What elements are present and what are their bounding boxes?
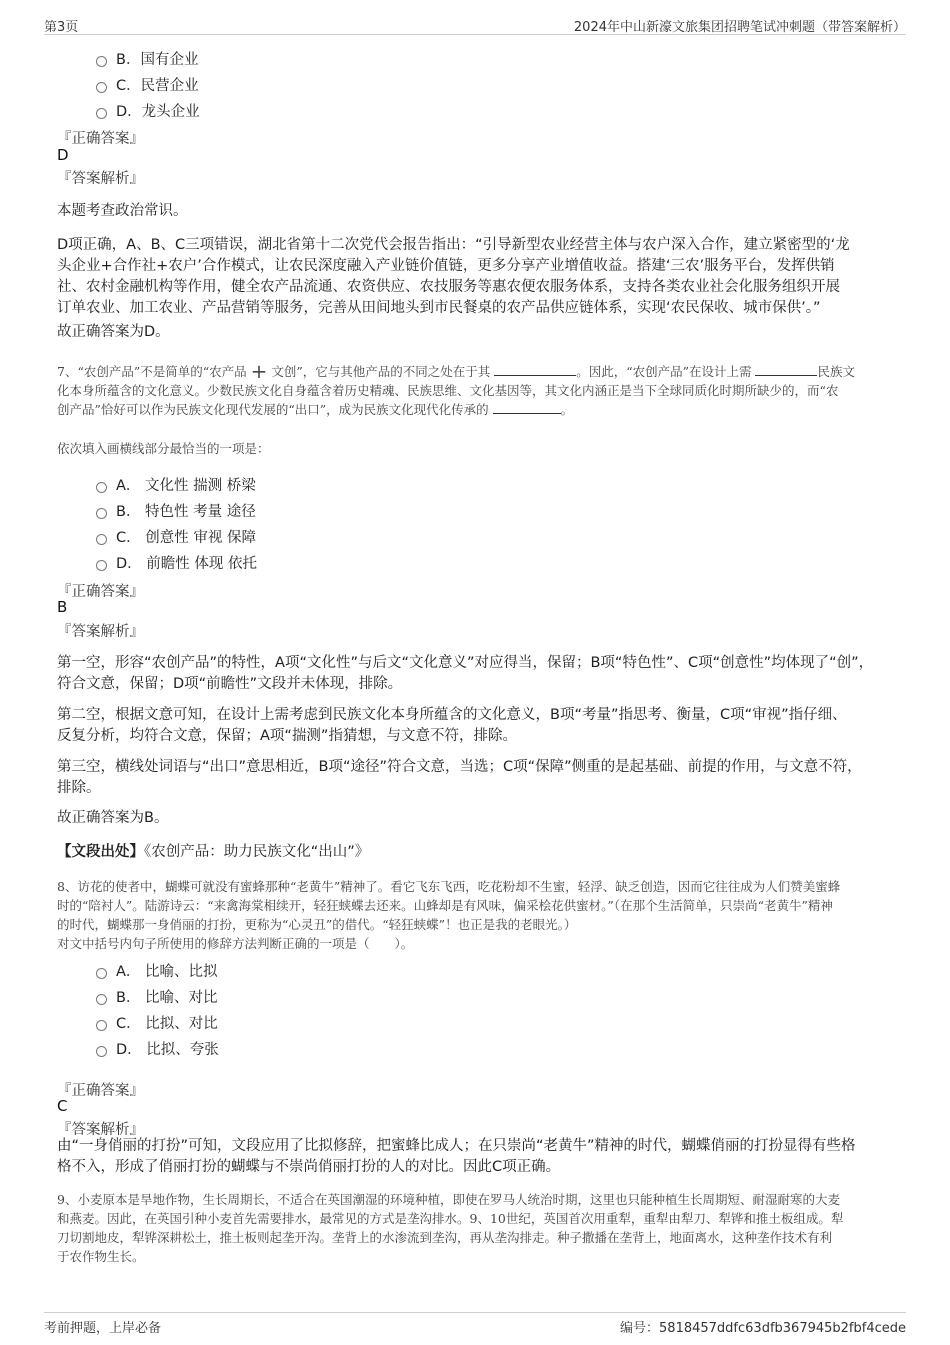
q8-stem: 8、访花的使者中，蝴蝶可就没有蜜蜂那种“老黄牛”精神了。看它飞东飞西，吃花粉却不生蜜，轻浮、缺乏创造，因而它往往成为人们赞美蜜蜂 时的“陪衬人”。陆游诗云：“来禽海棠相续开，轻狂蛱蝶去还来。山蜂却是有风味，偏采桧花供蜜材。”（在那个生活简单，只崇尚“老黄牛”精神 的时代，蝴蝶那一身俏丽的打扮，更称为“心灵丑”的借代。“轻狂蛱蝶”！也正是我的老眼光。） 对文中括号内句子所使用的修辞方法判断正确的一项是（ ）。 xyxy=(57,879,841,951)
q6-analysis-label: 『答案解析』 xyxy=(57,171,144,187)
q7-stem: 7、“农创产品”不是简单的“农产品 + 文创”，它与其他产品的不同之处在于其 。因此，“农创产品”在设计上需 民族文 化本身所蕴含的文化意义。少数民族文化自身蕴含着历史精魂、民族思维、文化基因等，其文化内涵正是当下全球同质化时期所缺少的，而“农 创产品”恰好可以作为民族文化现代发展的“出口”，成为民族文化现代化传承的 。 xyxy=(57,359,855,417)
q8-option-a[interactable]: A． 比喻、比拟 xyxy=(96,960,218,981)
q7-answer-label: 『正确答案』 xyxy=(57,584,144,600)
radio-icon[interactable] xyxy=(96,1046,107,1057)
q6-option-b[interactable]: B．国有企业 xyxy=(96,48,198,69)
page-footer xyxy=(44,1312,906,1335)
q7-option-c[interactable]: C． 创意性 审视 保障 xyxy=(96,526,256,547)
radio-icon[interactable] xyxy=(96,968,107,979)
page-header xyxy=(44,14,906,35)
radio-icon[interactable] xyxy=(96,560,107,571)
radio-icon[interactable] xyxy=(96,56,107,67)
footer-slogan: 考前押题，上岸必备 xyxy=(44,1321,162,1336)
q8-answer: C xyxy=(57,1097,68,1115)
q6-answer: D xyxy=(57,146,69,164)
q7-analysis-blank1: 第一空，形容“农创产品”的特性，A项“文化性”与后文“文化意义”对应得当，保留；B项“特色性”、C项“创意性”均体现了“创”， 符合文意，保留；D项“前瞻性”文段并未体现，排除。 xyxy=(57,655,874,692)
q8-option-b[interactable]: B． 比喻、对比 xyxy=(96,986,218,1007)
q7-analysis-blank2: 第二空，根据文意可知，在设计上需考虑到民族文化本身所蕴含的文化意义，B项“考量”指思考、衡量，C项“审视”指仔细、 反复分析，均符合文意，保留；A项“揣测”指猜想，与文意不符，排除。 xyxy=(57,707,847,744)
document-code: 编号：5818457ddfc63dfb367945b2fbf4cede xyxy=(620,1321,906,1336)
radio-icon[interactable] xyxy=(96,1020,107,1031)
radio-icon[interactable] xyxy=(96,482,107,493)
q6-analysis-p2: D项正确，A、B、C三项错误，湖北省第十二次党代会报告指出：“引导新型农业经营主体与农户深入合作，建立紧密型的‘龙 头企业+合作社+农户’合作模式，让农民深度融入产业链价值链，更多分享产业增值收益。搭建‘三农’服务平台，发挥供销 社、农村金融机构等作用，健全农产品流通、农资供应、农技服务等惠农便农服务体系，支持各类农业社会化服务组织开展 订单农业、加工农业、产品营销等服务，完善从田间地头到市民餐桌的农产品供应链体系，实现‘农民保收、城市保供’。” xyxy=(57,237,850,316)
q7-option-d[interactable]: D． 前瞻性 体现 依托 xyxy=(96,552,257,573)
q8-option-c[interactable]: C． 比拟、对比 xyxy=(96,1012,218,1033)
q7-option-b[interactable]: B． 特色性 考量 途径 xyxy=(96,500,256,521)
q7-option-a[interactable]: A． 文化性 揣测 桥梁 xyxy=(96,474,256,495)
q7-conclusion: 故正确答案为B。 xyxy=(57,810,169,826)
q9-stem: 9、小麦原本是旱地作物，生长周期长，不适合在英国潮湿的环境种植，即使在罗马人统治时期，这里也只能种植生长周期短、耐湿耐寒的大麦 和燕麦。因此，在英国引种小麦首先需要排水，最常见的方式是垄沟排水。9、10世纪，英国首次用重犁，重犁由犁刀、犁铧和推土板组成。犁 刀切割地皮，犁铧深耕松土，推土板则起垄开沟。垄背上的水渗流到垄沟，再从垄沟排走。种子撒播在垄背上，地面离水，这种垄作技术有利 于农作物生长。 xyxy=(57,1192,844,1264)
radio-icon[interactable] xyxy=(96,534,107,545)
q6-conclusion: 故正确答案为D。 xyxy=(57,324,170,340)
document-title: 2024年中山新濠文旅集团招聘笔试冲刺题（带答案解析） xyxy=(573,20,906,35)
q6-analysis-p1: 本题考查政治常识。 xyxy=(57,203,188,219)
q7-source: 【文段出处】《农创产品：助力民族文化“出山”》 xyxy=(57,844,370,860)
q7-analysis-label: 『答案解析』 xyxy=(57,624,144,640)
radio-icon[interactable] xyxy=(96,994,107,1005)
q8-option-d[interactable]: D． 比拟、夸张 xyxy=(96,1038,219,1059)
q6-answer-label: 『正确答案』 xyxy=(57,131,144,147)
q7-analysis-blank3: 第三空，横线处词语与“出口”意思相近，B项“途径”符合文意，当选；C项“保障”侧重的是起基础、前提的作用，与文意不符， 排除。 xyxy=(57,759,862,796)
blank-1 xyxy=(494,363,576,376)
page-number: 第3页 xyxy=(44,20,79,35)
q8-answer-label: 『正确答案』 xyxy=(57,1083,144,1099)
q6-option-c[interactable]: C．民营企业 xyxy=(96,74,199,95)
radio-icon[interactable] xyxy=(96,82,107,93)
q7-instruction: 依次填入画横线部分最恰当的一项是： xyxy=(57,441,270,456)
blank-2 xyxy=(755,363,817,376)
radio-icon[interactable] xyxy=(96,108,107,119)
q7-answer: B xyxy=(57,598,68,616)
q8-analysis: 由“一身俏丽的打扮”可知，文段应用了比拟修辞，把蜜蜂比成人；在只崇尚“老黄牛”精神的时代，蝴蝶俏丽的打扮显得有些格 格不入，形成了俏丽打扮的蝴蝶与不崇尚俏丽打扮的人的对比。因此C项正确。 xyxy=(57,1138,856,1175)
radio-icon[interactable] xyxy=(96,508,107,519)
q8-analysis-label: 『答案解析』 xyxy=(57,1122,144,1138)
q6-option-d[interactable]: D．龙头企业 xyxy=(96,100,200,121)
blank-3 xyxy=(493,401,561,414)
